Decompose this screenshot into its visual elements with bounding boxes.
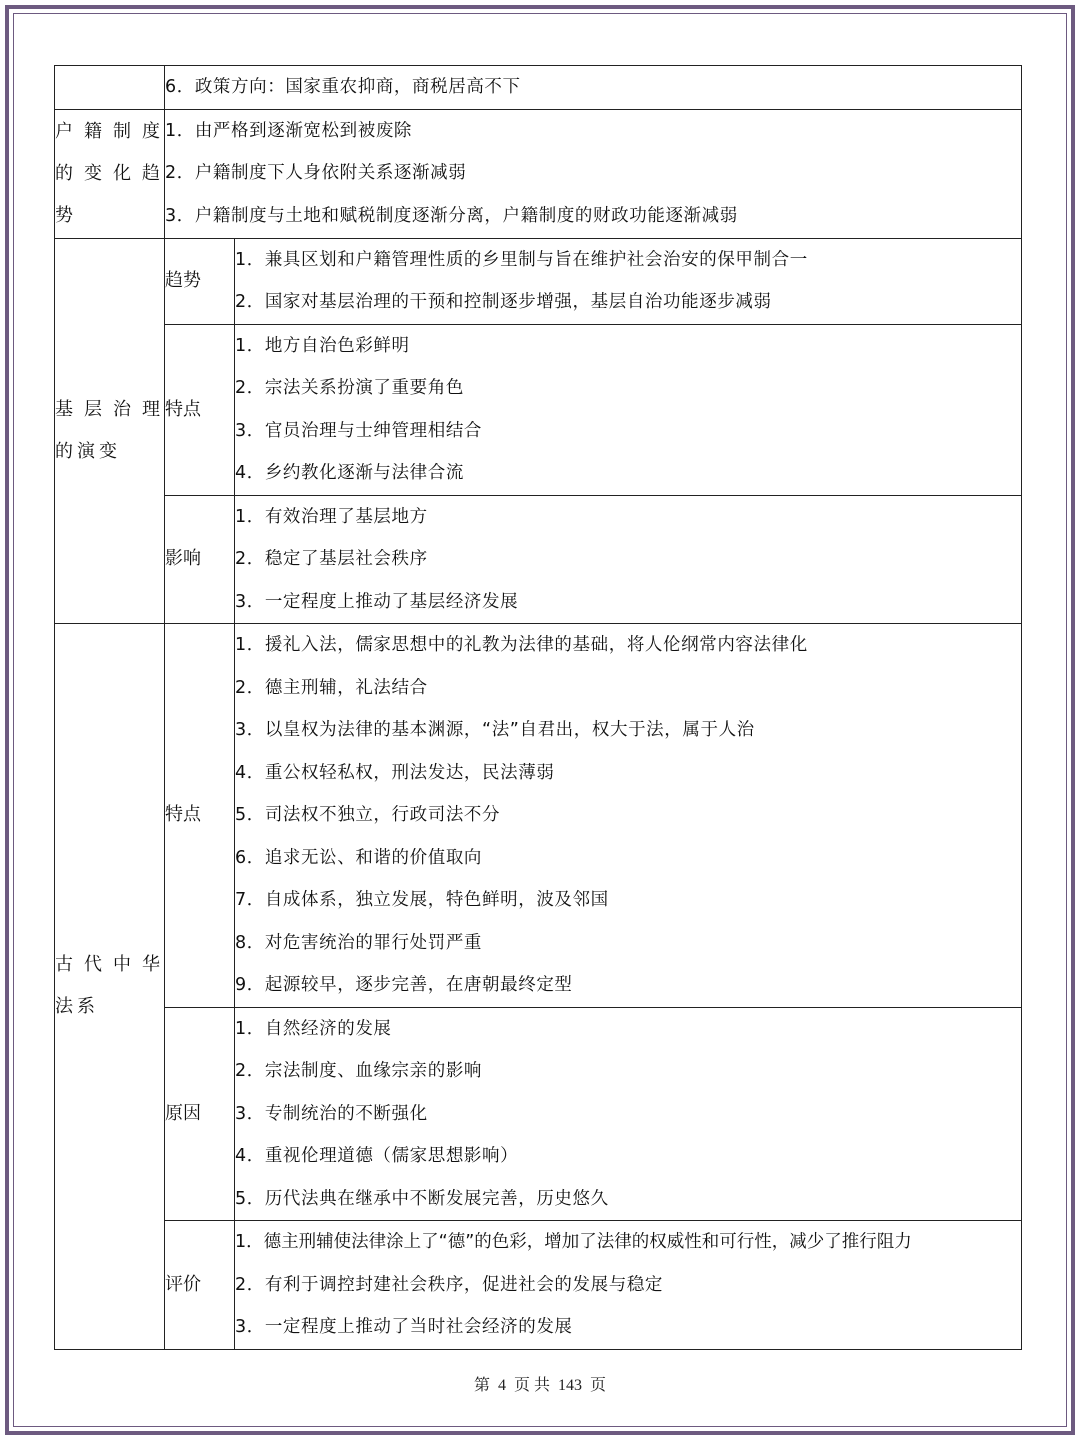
list-item: 2．宗法制度、血缘宗亲的影响 [235,1061,483,1081]
table-row [55,238,1022,324]
subcategory-cell: 原因 [165,1007,235,1221]
list-item: 5．司法权不独立，行政司法不分 [235,805,501,825]
footer-suffix: 页 [590,1377,607,1394]
list-item: 3．一定程度上推动了当时社会经济的发展 [235,1317,573,1337]
subcategory-cell: 特点 [165,324,235,495]
content-cell [235,624,1022,1008]
footer-total-pages: 143 [558,1377,582,1394]
list-item: 2．国家对基层治理的干预和控制逐步增强，基层自治功能逐步减弱 [235,292,772,312]
content-cell [235,324,1022,495]
footer-page-number: 4 [497,1377,506,1394]
content-cell [235,1221,1022,1350]
page-footer [0,1372,1080,1395]
table-row [55,109,1022,238]
list-item: 3．以皇权为法律的基本渊源，“法”自君出，权大于法，属于人治 [235,720,755,740]
footer-middle: 页 共 [513,1377,550,1394]
list-item: 1．由严格到逐渐宽松到被废除 [165,120,413,141]
table-row [55,1221,1022,1350]
table-row [55,324,1022,495]
list-item: 3．专制统治的不断强化 [235,1103,428,1124]
list-item: 1．地方自治色彩鲜明 [235,335,410,356]
list-item: 2．宗法关系扮演了重要角色 [235,378,464,398]
list-item: 6．追求无讼、和谐的价值取向 [235,847,483,868]
list-item: 4．重公权轻私权，刑法发达，民法薄弱 [235,762,555,783]
list-item: 1．援礼入法，儒家思想中的礼教为法律的基础，将人伦纲常内容法律化 [235,635,808,655]
table-row [55,495,1022,624]
content-cell [235,495,1022,624]
list-item: 2．稳定了基层社会秩序 [235,549,428,569]
list-item: 1．自然经济的发展 [235,1018,392,1039]
footer-prefix: 第 [473,1377,490,1394]
category-cell-empty [55,66,165,110]
subcategory-cell: 趋势 [165,238,235,324]
content-cell [165,109,1022,238]
list-item: 1．有效治理了基层地方 [235,506,428,527]
list-item: 8．对危害统治的罪行处罚严重 [235,932,483,953]
list-item: 6．政策方向：国家重农抑商，商税居高不下 [165,77,521,97]
subcategory-cell: 特点 [165,624,235,1008]
list-item: 1．兼具区划和户籍管理性质的乡里制与旨在维护社会治安的保甲制合一 [235,249,808,270]
list-item: 4．重视伦理道德（儒家思想影响） [235,1146,519,1166]
category-cell: 古代中华法系 [55,624,165,1350]
table-row [55,624,1022,1008]
list-item: 3．官员治理与士绅管理相结合 [235,420,483,441]
list-item: 3．户籍制度与土地和赋税制度逐渐分离，户籍制度的财政功能逐渐减弱 [165,205,738,226]
content-cell [235,1007,1022,1221]
list-item: 2．德主刑辅，礼法结合 [235,677,428,698]
list-item: 9．起源较早，逐步完善，在唐朝最终定型 [235,975,573,995]
category-cell: 户籍制度的变化趋势 [55,109,165,238]
list-item: 5．历代法典在继承中不断发展完善，历史悠久 [235,1188,609,1209]
summary-table [54,65,1022,1350]
table-row [55,1007,1022,1221]
content-cell [235,238,1022,324]
category-cell: 基层治理的演变 [55,238,165,624]
subcategory-cell: 评价 [165,1221,235,1350]
list-item: 2．有利于调控封建社会秩序，促进社会的发展与稳定 [235,1274,664,1295]
subcategory-cell: 影响 [165,495,235,624]
table-row [55,66,1022,110]
list-item: 7．自成体系，独立发展，特色鲜明，波及邻国 [235,890,609,910]
list-item: 2．户籍制度下人身依附关系逐渐减弱 [165,163,467,184]
content-cell [165,66,1022,110]
list-item: 4．乡约教化逐渐与法律合流 [235,463,464,483]
list-item: 1．德主刑辅使法律涂上了“德”的色彩，增加了法律的权威性和可行性，减少了推行阻力 [235,1232,912,1252]
list-item: 3．一定程度上推动了基层经济发展 [235,591,519,612]
